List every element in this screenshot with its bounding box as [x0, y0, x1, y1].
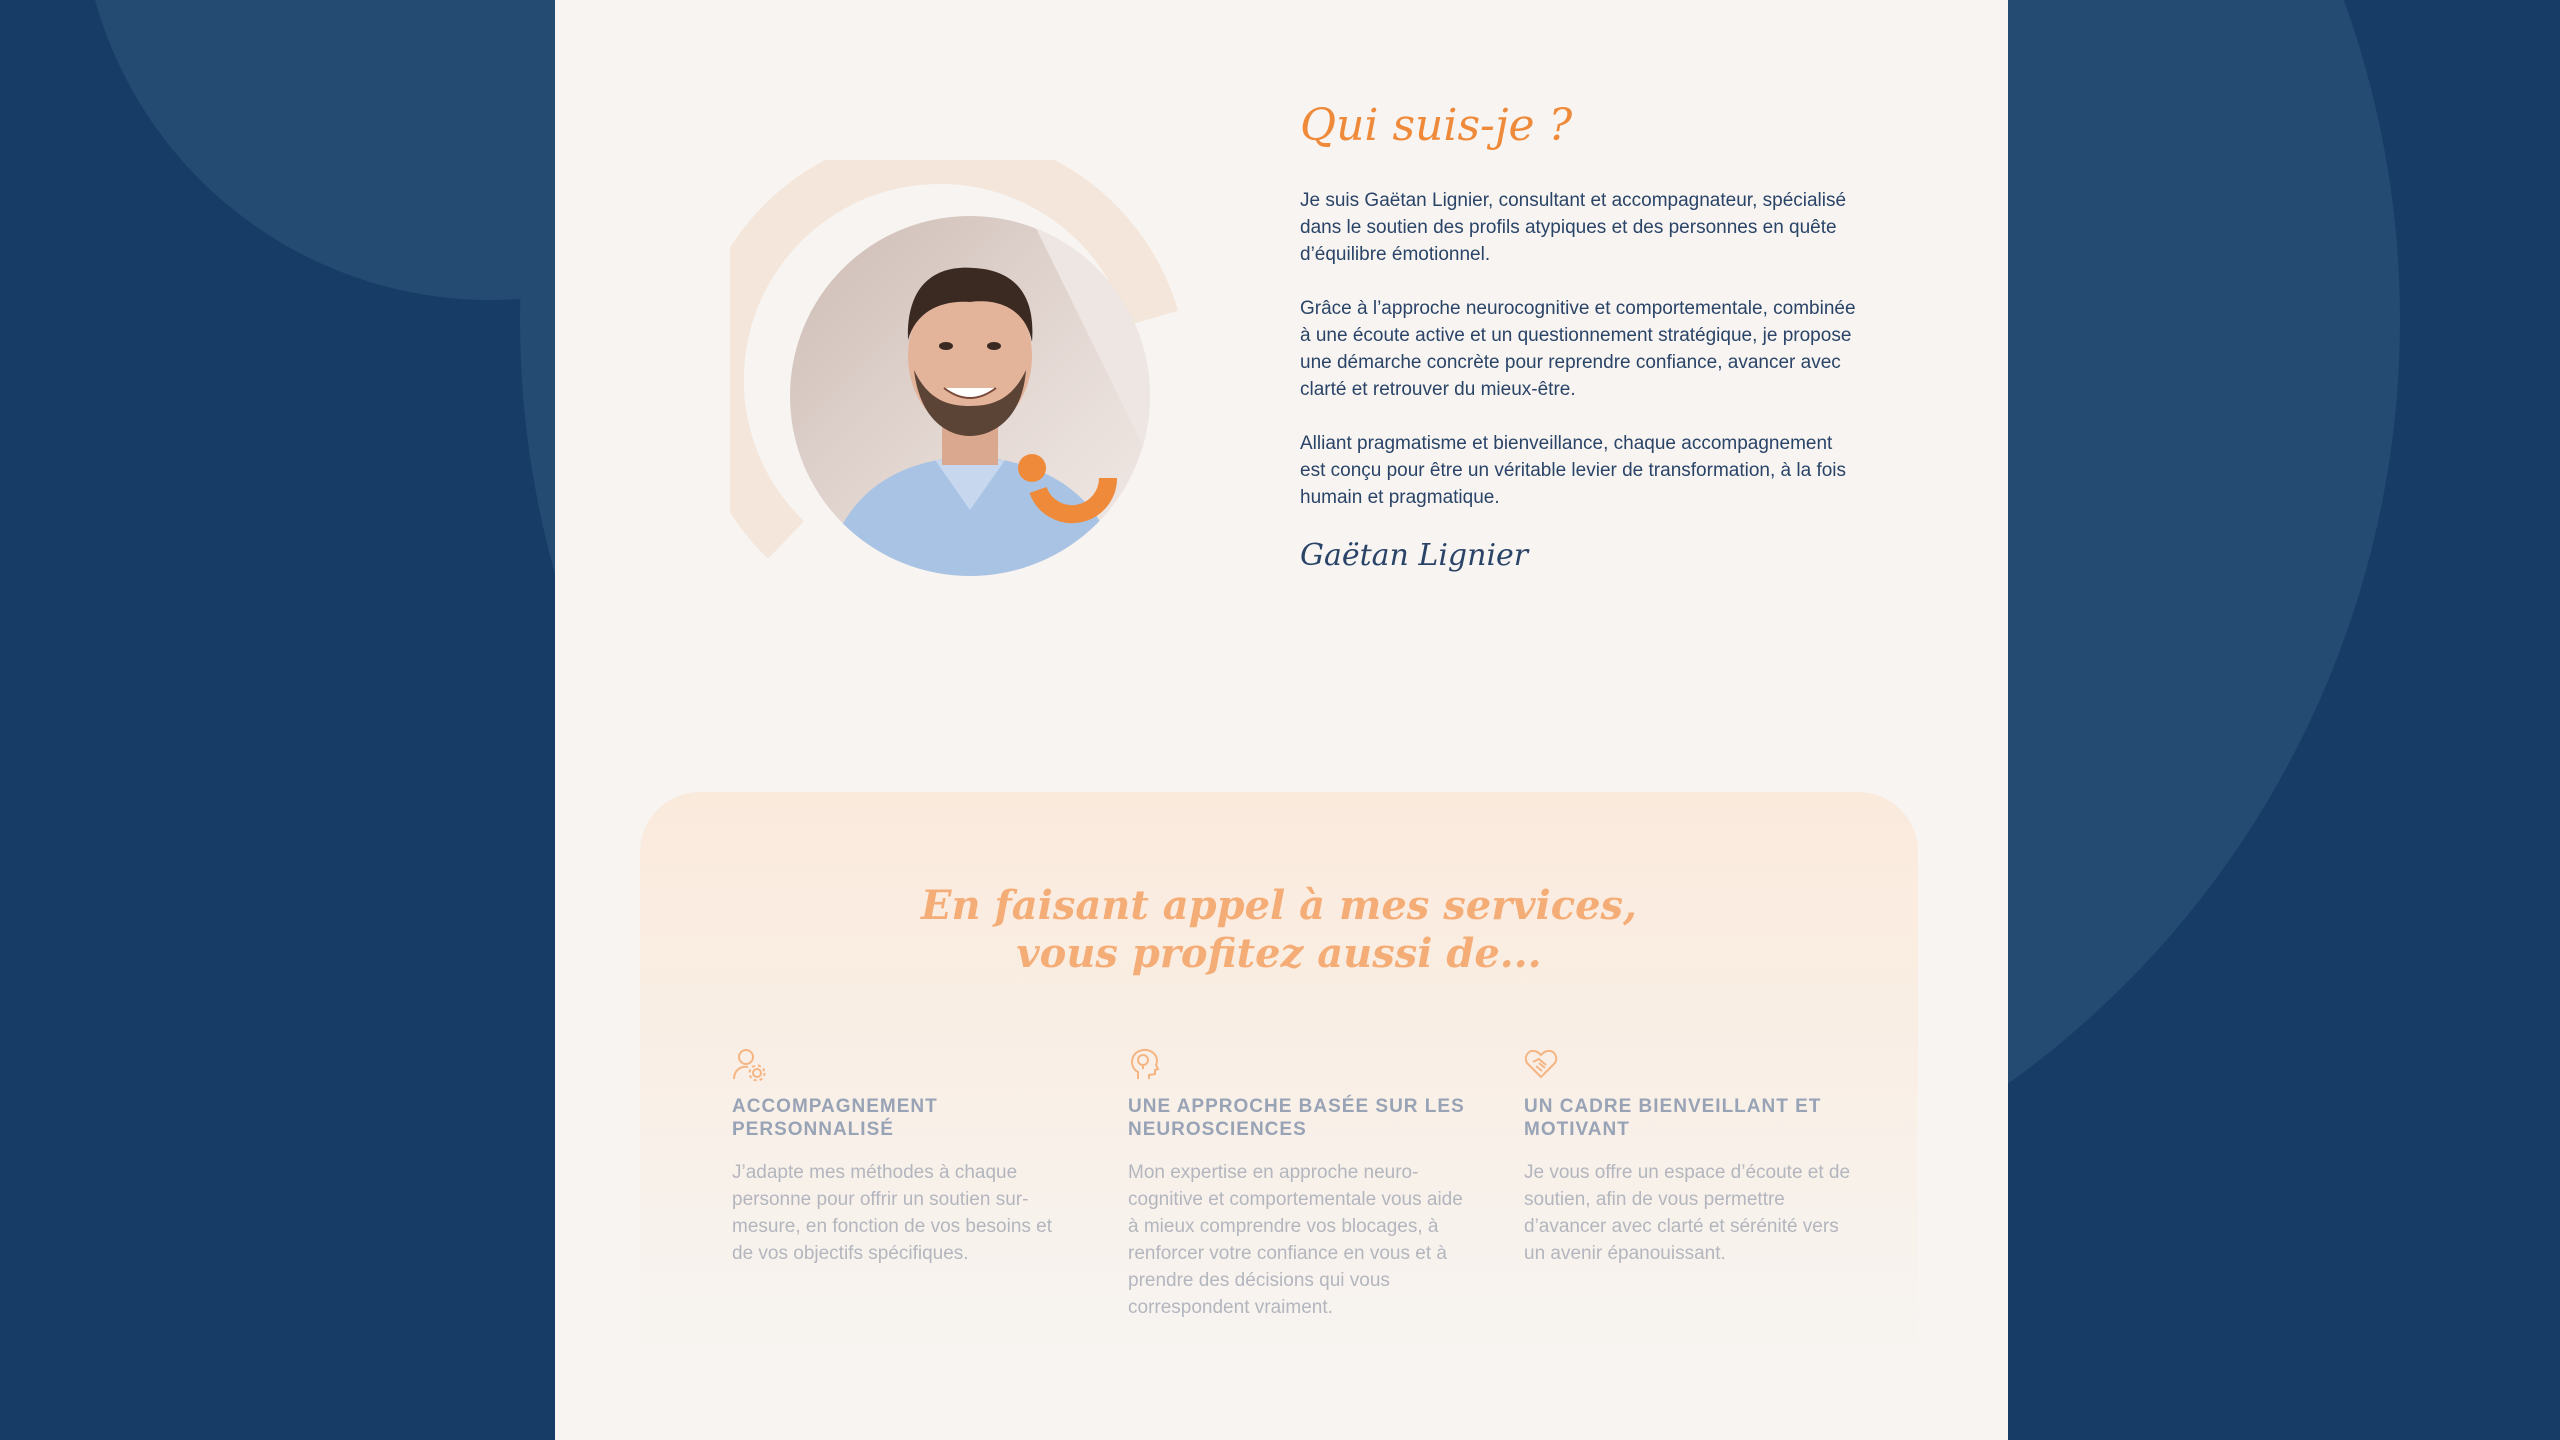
benefit-text: Mon expertise en approche neuro-cognitive et comportementale vous aide à mieux comprendre vos blocages, à renforcer votre confiance en vous et à prendre des décisions qui vous correspondent vraiment. [1128, 1162, 1463, 1318]
benefits-title: En faisant appel à mes services, vous profitez aussi de... [921, 882, 1637, 977]
heart-handshake-icon [1524, 1047, 1558, 1081]
benefit-text: J’adapte mes méthodes à chaque personne pour offrir un soutien sur-mesure, en fonction de vos besoins et de vos objectifs spécifiques. [732, 1162, 1053, 1264]
benefit-item [732, 1047, 1072, 1267]
benefit-title: UN CADRE BIENVEILLANT ET MOTIVANT [1524, 1096, 1822, 1140]
benefit-title: ACCOMPAGNEMENT PERSONNALISÉ [732, 1096, 938, 1140]
signature: Gaëtan Lignier [1300, 538, 1529, 573]
benefits-card [640, 792, 1918, 1440]
accent-dot [1018, 454, 1046, 482]
benefit-item [1128, 1047, 1468, 1321]
page-content [555, 0, 2008, 1440]
benefit-title: UNE APPROCHE BASÉE SUR LES NEUROSCIENCES [1128, 1096, 1465, 1140]
portrait-illustration [730, 160, 1210, 600]
person-gear-icon [732, 1047, 766, 1081]
about-paragraph-1: Je suis Gaëtan Lignier, consultant et accompagnateur, spécialisé dans le soutien des profils atypiques et des personnes en quête d’équilibre émotionnel. [1300, 190, 1847, 265]
about-text-block [1300, 100, 1860, 573]
head-brain-icon [1128, 1047, 1162, 1081]
about-paragraph-3: Alliant pragmatisme et bienveillance, chaque accompagnement est conçu pour être un véritable levier de transformation, à la fois humain et pragmatique. [1300, 433, 1847, 508]
about-title: Qui suis-je ? [1300, 100, 1573, 151]
bottom-fade [640, 1372, 1918, 1440]
benefit-item [1524, 1047, 1864, 1267]
about-paragraph-2: Grâce à l’approche neurocognitive et comportementale, combinée à une écoute active et un questionnement stratégique, je propose une démarche concrète pour reprendre confiance, avancer avec clarté et retrouver du mieux-être. [1300, 298, 1856, 400]
benefit-text: Je vous offre un espace d’écoute et de soutien, afin de vous permettre d’avancer avec clarté et sérénité vers un avenir épanouissant. [1524, 1162, 1851, 1264]
portrait-photo [790, 216, 1150, 576]
